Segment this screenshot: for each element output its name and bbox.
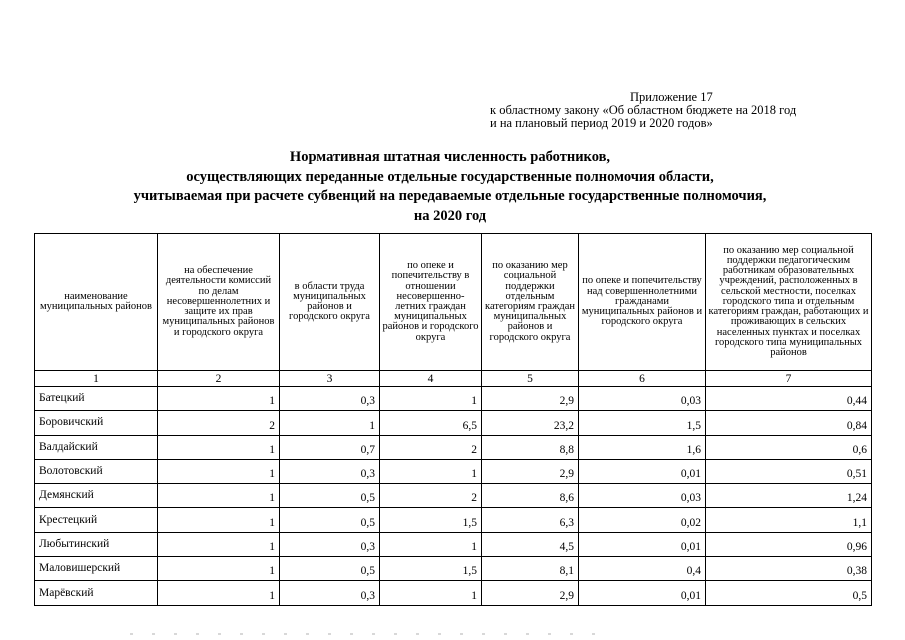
table-cell: 0,51 <box>706 459 872 483</box>
table-cell: 1 <box>380 532 482 556</box>
district-name: Батецкий <box>35 387 158 411</box>
column-number: 1 <box>35 371 158 387</box>
table-cell: 1 <box>158 435 280 459</box>
heading-line-4: на 2020 год <box>413 207 487 224</box>
table-row <box>35 459 872 483</box>
table-cell: 1 <box>380 581 482 605</box>
appendix-line-1: к областному закону «Об областном бюджете на 2018 год <box>490 102 797 117</box>
appendix-note <box>490 91 890 129</box>
scan-artifact <box>130 633 600 635</box>
table-row <box>35 581 872 605</box>
table-cell: 1 <box>158 508 280 532</box>
table-cell: 8,8 <box>482 435 579 459</box>
table-cell: 6,3 <box>482 508 579 532</box>
district-name: Валдайский <box>35 435 158 459</box>
column-number: 5 <box>482 371 579 387</box>
heading-line-1: Нормативная штатная численность работников, <box>289 149 611 165</box>
table-cell: 0,5 <box>280 508 380 532</box>
table-cell: 0,01 <box>579 581 706 605</box>
table-row <box>35 557 872 581</box>
heading-line-2: осуществляющих переданные отдельные государственные полномочия области, <box>186 168 714 185</box>
table-cell: 8,6 <box>482 484 579 508</box>
table-cell: 0,5 <box>280 484 380 508</box>
column-number: 2 <box>158 371 280 387</box>
header-cell: наименование муниципальных районов <box>35 234 158 371</box>
table-header-row <box>35 234 872 371</box>
table-row <box>35 484 872 508</box>
table-cell: 1,5 <box>579 411 706 435</box>
district-name: Боровичский <box>35 411 158 435</box>
table-cell: 1 <box>380 387 482 411</box>
district-name: Волотовский <box>35 459 158 483</box>
table-cell: 1 <box>380 459 482 483</box>
staff-table <box>34 233 872 606</box>
column-number: 7 <box>706 371 872 387</box>
appendix-title: Приложение 17 <box>630 90 713 104</box>
table-cell: 1,5 <box>380 557 482 581</box>
table-cell: 1,1 <box>706 508 872 532</box>
header-cell: по опеке и попечительству в отношении несовершенно-летних граждан муниципальных районов и городского округа <box>380 234 482 371</box>
table-cell: 1 <box>158 484 280 508</box>
table-cell: 0,44 <box>706 387 872 411</box>
table-cell: 1,5 <box>380 508 482 532</box>
header-cell: в области труда муниципальных районов и городского округа <box>280 234 380 371</box>
heading-line-3: учитываемая при расчете субвенций на передаваемые отдельные государственные полномочия, <box>133 188 767 204</box>
table-row <box>35 532 872 556</box>
table-cell: 2,9 <box>482 387 579 411</box>
table-cell: 0,3 <box>280 581 380 605</box>
district-name: Крестецкий <box>35 508 158 532</box>
table-cell: 0,3 <box>280 459 380 483</box>
column-number: 6 <box>579 371 706 387</box>
district-name: Демянский <box>35 484 158 508</box>
table-cell: 0,5 <box>280 557 380 581</box>
table-cell: 23,2 <box>482 411 579 435</box>
document-heading <box>30 148 870 226</box>
table-cell: 0,84 <box>706 411 872 435</box>
column-number-row <box>35 371 872 387</box>
table-cell: 1 <box>158 459 280 483</box>
table-cell: 0,96 <box>706 532 872 556</box>
district-name: Маловишерский <box>35 557 158 581</box>
header-cell: по опеке и попечительству над совершеннолетними гражданами муниципальных районов и городского округа <box>579 234 706 371</box>
table-cell: 0,38 <box>706 557 872 581</box>
table-cell: 2 <box>158 411 280 435</box>
table-cell: 0,02 <box>579 508 706 532</box>
appendix-line-2: и на плановый период 2019 и 2020 годов» <box>490 115 713 130</box>
table-cell: 8,1 <box>482 557 579 581</box>
table-cell: 1 <box>158 557 280 581</box>
table-cell: 0,03 <box>579 484 706 508</box>
district-name: Любытинский <box>35 532 158 556</box>
table-cell: 4,5 <box>482 532 579 556</box>
table-row <box>35 387 872 411</box>
district-name: Марёвский <box>35 581 158 605</box>
table-cell: 2 <box>380 484 482 508</box>
table-cell: 0,3 <box>280 532 380 556</box>
table-cell: 1 <box>158 532 280 556</box>
table-row <box>35 435 872 459</box>
table-cell: 0,01 <box>579 459 706 483</box>
table-cell: 1 <box>158 387 280 411</box>
table-cell: 0,6 <box>706 435 872 459</box>
table-cell: 0,7 <box>280 435 380 459</box>
table-cell: 1 <box>280 411 380 435</box>
table-cell: 1,24 <box>706 484 872 508</box>
table-row <box>35 508 872 532</box>
column-number: 4 <box>380 371 482 387</box>
table-cell: 1,6 <box>579 435 706 459</box>
table-cell: 0,03 <box>579 387 706 411</box>
table-cell: 1 <box>158 581 280 605</box>
header-cell: по оказанию мер социальной поддержки отдельным категориям граждан муниципальных районов и городского округа <box>482 234 579 371</box>
table-cell: 0,4 <box>579 557 706 581</box>
table-cell: 2,9 <box>482 581 579 605</box>
header-cell: на обеспечение деятельности комиссий по делам несовершеннолетних и защите их прав муниципальных районов и городского округа <box>158 234 280 371</box>
table-cell: 0,01 <box>579 532 706 556</box>
table-cell: 6,5 <box>380 411 482 435</box>
table-cell: 2 <box>380 435 482 459</box>
table-cell: 0,5 <box>706 581 872 605</box>
header-cell: по оказанию мер социальной поддержки педагогическим работникам образовательных учреждений, расположенных в сельской местности, поселках городского типа и отдельным категориям граждан, работающих и проживающих в сельских населенных пунктах и поселках городского типа муниципальных районов <box>706 234 872 371</box>
column-number: 3 <box>280 371 380 387</box>
table-row <box>35 411 872 435</box>
table-cell: 0,3 <box>280 387 380 411</box>
table-cell: 2,9 <box>482 459 579 483</box>
